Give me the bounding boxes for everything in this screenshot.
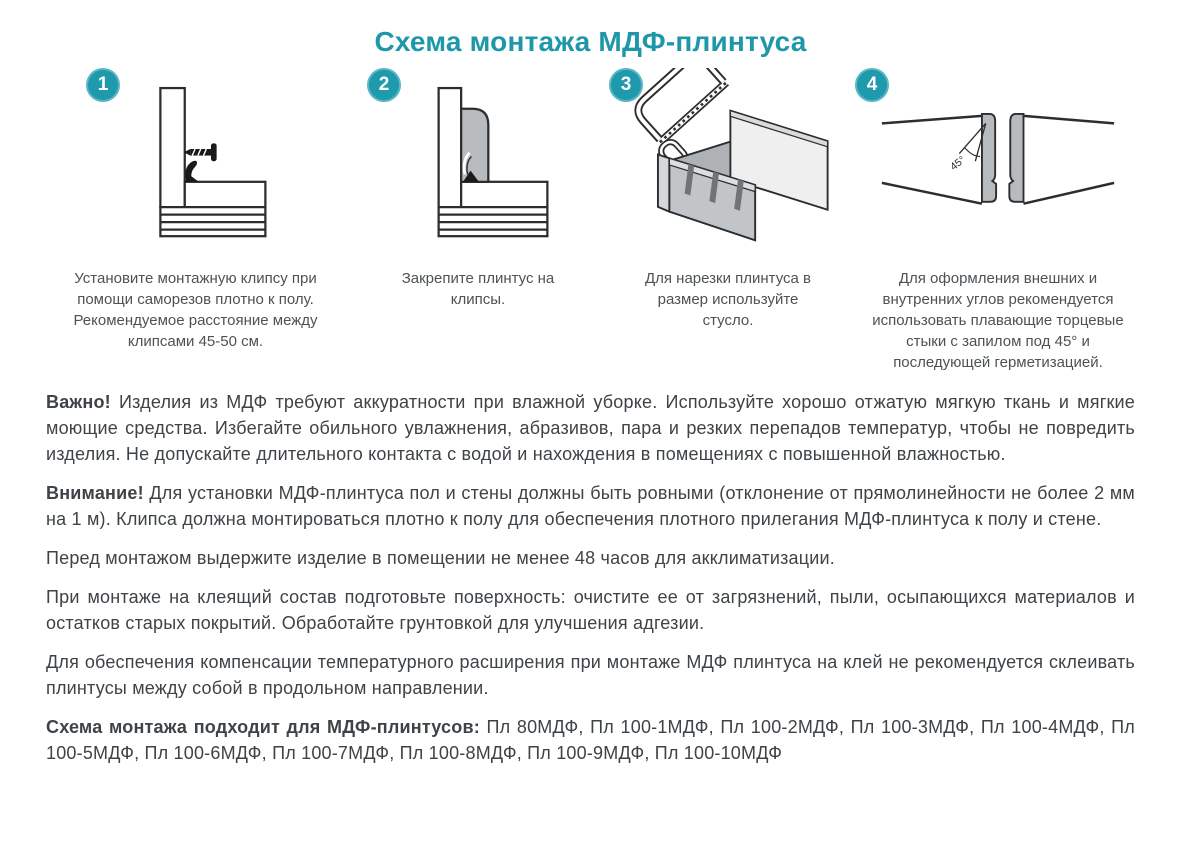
step-2 bbox=[353, 66, 603, 373]
plinth-mounted-drawing bbox=[403, 81, 553, 247]
step-number: 2 bbox=[378, 74, 390, 95]
clip-screw-cross-section-illustration bbox=[38, 66, 353, 262]
installation-steps-row bbox=[0, 66, 1181, 373]
step-number: 1 bbox=[97, 74, 109, 95]
paragraph-lead: Важно! bbox=[46, 392, 111, 412]
paragraph-attention bbox=[46, 480, 1135, 532]
wall-floor-clip-screw-drawing bbox=[121, 81, 271, 247]
step-4-caption: Для оформления внешних и внутренних углов рекомендуется использовать плавающие торцевые стыки с запилом под 45° и последующей герметизацией. bbox=[872, 270, 1124, 371]
paragraph-text: Изделия из МДФ требуют аккуратности при влажной уборке. Используйте хорошо отжатую мягкую ткань и мягкие моющие средства. Избегайте обильного увлажнения, абразивов, пара и резких перепадов температур, чтобы не повредить изделия. Не допускайте длительного контакта с водой и нахождения в помещениях с повышенной влажностью. bbox=[46, 392, 1136, 464]
step-4 bbox=[853, 66, 1143, 373]
step-number: 4 bbox=[866, 74, 878, 95]
paragraph-glue-surface bbox=[46, 584, 1135, 636]
step-1-caption: Установите монтажную клипсу при помощи саморезов плотно к полу. Рекомендуемое расстояние между клипсами 45-50 см. bbox=[73, 270, 318, 350]
left-plinth-piece bbox=[882, 114, 996, 204]
mitre-box-icon bbox=[658, 111, 828, 241]
hacksaw-mitre-box-drawing bbox=[616, 68, 840, 260]
hacksaw-mitre-box-illustration bbox=[603, 66, 853, 262]
paragraph-text: Для установки МДФ-плинтуса пол и стены должны быть ровными (отклонение от прямолинейности не более 2 мм на 1 м). Клипса должна монтироваться плотно к полу для обеспечения плотного прилегания МДФ-плинтуса к полу и стене. bbox=[46, 483, 1136, 529]
paragraph-text: Для обеспечения компенсации температурного расширения при монтаже МДФ плинтуса на клей не рекомендуется склеивать плинтусы между собой в продольном направлении. bbox=[46, 652, 1135, 698]
paragraph-text: Перед монтажом выдержите изделие в помещении не менее 48 часов для акклиматизации. bbox=[46, 548, 835, 568]
paragraph-compatible-models bbox=[46, 714, 1135, 766]
step-1 bbox=[38, 66, 353, 373]
instruction-sheet bbox=[0, 26, 1181, 853]
corner-joint-45-degree-illustration bbox=[853, 66, 1143, 262]
paragraph-text: При монтаже на клеящий состав подготовьте поверхность: очистите ее от загрязнений, пыли, осыпающихся материалов и остатков старых покрытий. Обработайте грунтовкой для улучшения адгезии. bbox=[46, 587, 1135, 633]
paragraph-expansion bbox=[46, 649, 1135, 701]
step-3 bbox=[603, 66, 853, 373]
step-2-number-badge bbox=[367, 68, 401, 102]
paragraph-lead: Схема монтажа подходит для МДФ-плинтусов: bbox=[46, 717, 480, 737]
screw-icon bbox=[183, 143, 216, 161]
page-title: Схема монтажа МДФ-плинтуса bbox=[374, 26, 807, 57]
step-3-caption: Для нарезки плинтуса в размер используйте стусло. bbox=[644, 270, 812, 329]
paragraph-lead: Внимание! bbox=[46, 483, 144, 503]
step-2-caption: Закрепите плинтус на клипсы. bbox=[401, 270, 555, 308]
step-3-number-badge bbox=[609, 68, 643, 102]
right-plinth-piece bbox=[1009, 114, 1114, 204]
step-1-number-badge bbox=[86, 68, 120, 102]
paragraph-important bbox=[46, 389, 1135, 467]
step-number: 3 bbox=[620, 74, 632, 95]
step-4-number-badge bbox=[855, 68, 889, 102]
angle-label: 45° bbox=[948, 154, 968, 173]
paragraph-text: Пл 80МДФ, Пл 100-1МДФ, Пл 100-2МДФ, Пл 100-3МДФ, Пл 100-4МДФ, Пл 100-5МДФ, Пл 100-6МДФ, Пл 100-7МДФ, Пл 100-8МДФ, Пл 100-9МДФ, Пл 100-10МДФ bbox=[46, 717, 1136, 763]
paragraph-acclimatization bbox=[46, 545, 1135, 571]
floating-end-joint-drawing bbox=[880, 89, 1116, 239]
notes-text-block bbox=[0, 389, 1181, 766]
